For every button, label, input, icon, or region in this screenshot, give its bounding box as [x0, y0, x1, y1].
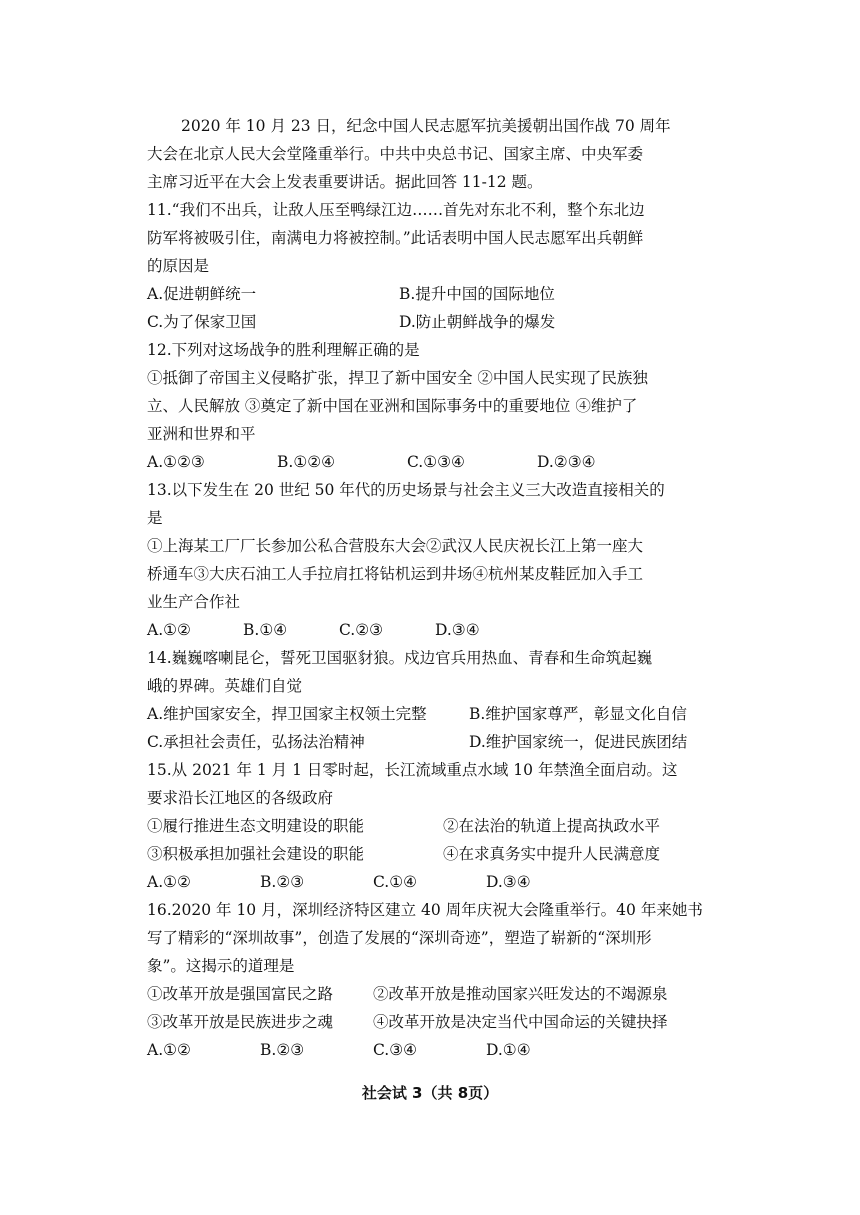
option-d: D.维护国家统一，促进民族团结	[469, 733, 688, 751]
statement-item: ④在求真务实中提升人民满意度	[443, 845, 661, 863]
option-row	[147, 616, 722, 644]
statement-row	[147, 840, 722, 868]
option-d: D.③④	[486, 873, 531, 891]
intro-line: 大会在北京人民大会堂隆重举行。中共中央总书记、国家主席、中央军委	[147, 145, 644, 163]
option-row	[147, 448, 722, 476]
option-c: C.①④	[373, 873, 418, 891]
option-c: C.③④	[373, 1041, 418, 1059]
question-stem-line: 桥通车③大庆石油工人手拉肩扛将钻机运到井场④杭州某皮鞋匠加入手工	[147, 565, 644, 583]
statement-item: ③积极承担加强社会建设的职能	[147, 845, 365, 863]
option-b: B.①②④	[277, 453, 336, 471]
question-stem-line: 12.下列对这场战争的胜利理解正确的是	[147, 341, 420, 359]
option-d: D.③④	[435, 621, 480, 639]
question-stem-line: 14.巍巍喀喇昆仑，誓死卫国驱豺狼。戍边官兵用热血、青春和生命筑起巍	[147, 649, 653, 667]
option-d: D.②③④	[537, 453, 596, 471]
question-stem-line: 13.以下发生在 20 世纪 50 年代的历史场景与社会主义三大改造直接相关的	[147, 481, 665, 499]
question-stem-line: 16.2020 年 10 月，深圳经济特区建立 40 周年庆祝大会隆重举行。40 年来她书	[147, 901, 703, 919]
page-footer: 社会试 3（共 8页）	[361, 1084, 499, 1102]
option-row	[147, 728, 722, 756]
question-15	[147, 756, 722, 896]
option-a: A.维护国家安全，捍卫国家主权领土完整	[147, 705, 427, 723]
statement-item: ②在法治的轨道上提高执政水平	[443, 817, 661, 835]
option-a: A.①②③	[147, 453, 205, 471]
option-row	[147, 280, 722, 308]
option-b: B.提升中国的国际地位	[399, 285, 555, 303]
question-stem-line: 峨的界碑。英雄们自觉	[147, 677, 303, 695]
question-stem-line: ①抵御了帝国主义侵略扩张，捍卫了新中国安全 ②中国人民实现了民族独	[147, 369, 648, 387]
question-11	[147, 196, 722, 336]
option-a: A.促进朝鲜统一	[147, 285, 257, 303]
statement-item: ④改革开放是决定当代中国命运的关键抉择	[373, 1013, 668, 1031]
option-b: B.②③	[260, 873, 305, 891]
question-16	[147, 896, 722, 1064]
option-b: B.①④	[243, 621, 288, 639]
question-stem-line: 亚洲和世界和平	[147, 425, 256, 443]
question-13	[147, 476, 722, 644]
option-a: A.①②	[147, 1041, 191, 1059]
question-stem-line: 业生产合作社	[147, 593, 241, 611]
option-d: D.防止朝鲜战争的爆发	[399, 313, 556, 331]
question-stem-line: 的原因是	[147, 257, 210, 275]
option-row	[147, 308, 722, 336]
question-14	[147, 644, 722, 756]
statement-row	[147, 1008, 722, 1036]
option-c: C.②③	[339, 621, 384, 639]
intro-line: 主席习近平在大会上发表重要讲话。据此回答 11-12 题。	[147, 173, 543, 191]
option-a: A.①②	[147, 873, 191, 891]
question-12	[147, 336, 722, 476]
option-b: B.②③	[260, 1041, 305, 1059]
option-b: B.维护国家尊严，彰显文化自信	[469, 705, 687, 723]
option-c: C.为了保家卫国	[147, 313, 257, 331]
statement-item: ②改革开放是推动国家兴旺发达的不竭源泉	[373, 985, 668, 1003]
statement-row	[147, 980, 722, 1008]
question-stem-line: 是	[147, 509, 163, 527]
question-stem-line: 写了精彩的“深圳故事”，创造了发展的“深圳奇迹”，塑造了崭新的“深圳形	[147, 929, 652, 947]
statement-item: ③改革开放是民族进步之魂	[147, 1013, 334, 1031]
exam-content	[147, 112, 722, 1064]
option-d: D.①④	[486, 1041, 531, 1059]
statement-row	[147, 812, 722, 840]
option-c: C.承担社会责任，弘扬法治精神	[147, 733, 365, 751]
option-a: A.①②	[147, 621, 191, 639]
option-row	[147, 1036, 722, 1064]
statement-item: ①履行推进生态文明建设的职能	[147, 817, 365, 835]
option-row	[147, 868, 722, 896]
option-c: C.①③④	[407, 453, 465, 471]
question-stem-line: 立、人民解放 ③奠定了新中国在亚洲和国际事务中的重要地位 ④维护了	[147, 397, 638, 415]
question-stem-line: 要求沿长江地区的各级政府	[147, 789, 334, 807]
intro-line: 2020 年 10 月 23 日，纪念中国人民志愿军抗美援朝出国作战 70 周年	[181, 117, 671, 135]
question-stem-line: ①上海某工厂厂长参加公私合营股东大会②武汉人民庆祝长江上第一座大	[147, 537, 644, 555]
question-stem-line: 象”。这揭示的道理是	[147, 957, 295, 975]
question-stem-line: 11.“我们不出兵，让敌人压至鸭绿江边……首先对东北不利，整个东北边	[147, 201, 645, 219]
option-row	[147, 700, 722, 728]
statement-item: ①改革开放是强国富民之路	[147, 985, 334, 1003]
intro-paragraph	[147, 112, 722, 196]
question-stem-line: 防军将被吸引住，南满电力将被控制。”此话表明中国人民志愿军出兵朝鲜	[147, 229, 644, 247]
question-stem-line: 15.从 2021 年 1 月 1 日零时起，长江流域重点水域 10 年禁渔全面启动。这	[147, 761, 678, 779]
